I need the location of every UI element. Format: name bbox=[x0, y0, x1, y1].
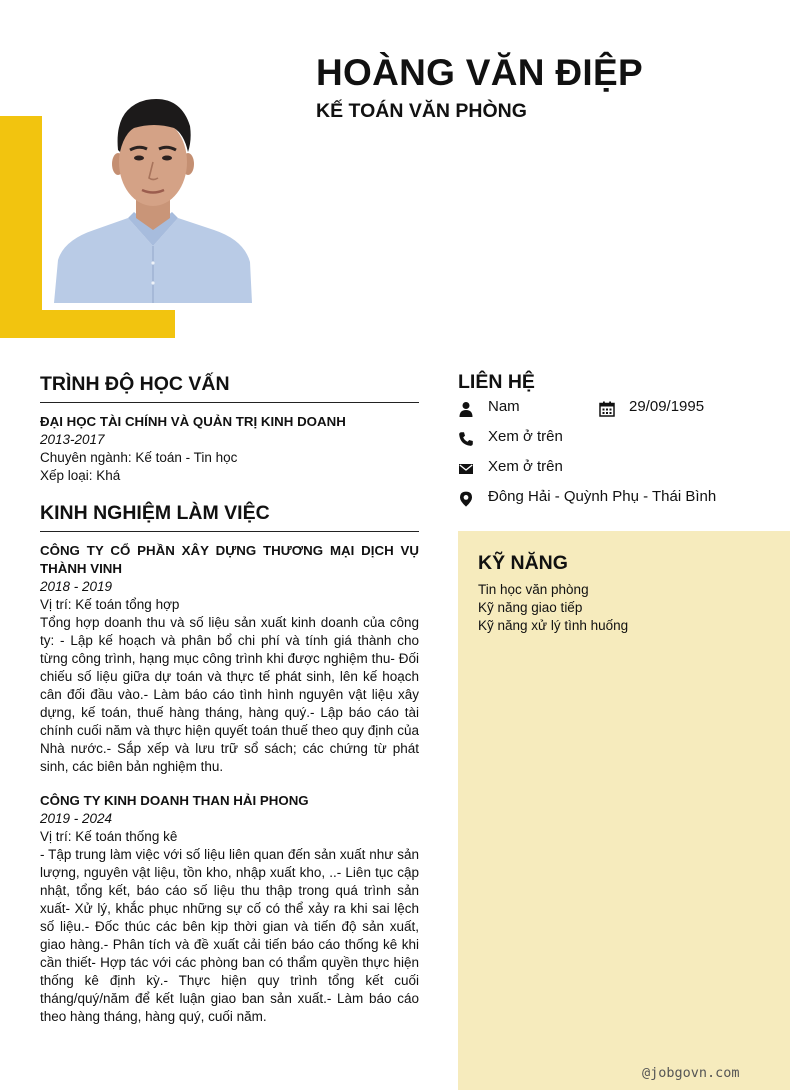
contact-birthday: 29/09/1995 bbox=[629, 398, 705, 415]
experience-position: Vị trí: Kế toán tổng hợp bbox=[40, 597, 180, 612]
skill-item: Kỹ năng giao tiếp bbox=[478, 600, 583, 615]
contact-address: Đông Hải - Quỳnh Phụ - Thái Bình bbox=[488, 488, 717, 505]
education-major: Chuyên ngành: Kế toán - Tin học bbox=[40, 450, 238, 465]
experience-description: Tổng hợp doanh thu và số liệu sản xuất kinh doanh của công ty: - Lập kế hoạch và phân bổ chi phí và tính giá thành cho từng công trình, hạng mục công trình khi được nghiệm thu- Đối chiếu số liệu giữa dự toán và thực tế phát sinh, lên kế hoạch cân đối đầu vào.- Làm báo cáo tình hình nguyên vật liệu xây dựng, kế toán, thuế hàng tháng, hàng quý.- Lập báo cáo tài chính cuối năm và thực hiện quyết toán thuế theo quy định của Nhà nước.- Sắp xếp và lưu trữ sổ sách; các chứng từ phát sinh, các biên bản nghiệm thu. bbox=[40, 615, 419, 774]
company-name: CÔNG TY KINH DOANH THAN HẢI PHONG bbox=[40, 793, 309, 808]
person-icon bbox=[458, 401, 474, 417]
experience-heading: KINH NGHIỆM LÀM VIỆC bbox=[40, 499, 419, 532]
contact-heading: LIÊN HỆ bbox=[458, 371, 535, 393]
experience-description: - Tập trung làm việc với số liệu liên quan đến sản xuất như sản lượng, nguyên vật liệu, tồn kho, nhập xuất kho, ..- Liên tục cập nhật, tổng kết, báo cáo số liệu thu thập trong quá trình sản xuất- Xử lý, khắc phục những sự cố có thể xảy ra khi sai lệch số liệu.- Đốc thúc các bên kịp thời gian và tiến độ sản xuất, giao hàng.- Phân tích và đề xuất cải tiến báo cáo thống kê khi cần thiết- Hợp tác với các phòng ban có thẩm quyền thực hiện thống kê định kỳ.- Thực hiện quy trình tổng kết cuối tháng/quý/năm để kết luận giao ban sản xuất.- Làm báo cáo theo hàng tháng, hàng quý, cuối năm. bbox=[40, 847, 419, 1024]
skill-item: Tin học văn phòng bbox=[478, 582, 589, 597]
accent-bar-vertical bbox=[0, 116, 42, 338]
company-name: CÔNG TY CỔ PHẦN XÂY DỰNG THƯƠNG MẠI DỊCH VỤ THÀNH VINH bbox=[40, 543, 419, 576]
experience-item bbox=[40, 792, 419, 1026]
education-rank: Xếp loại: Khá bbox=[40, 468, 121, 483]
experience-item bbox=[40, 542, 419, 776]
skills-heading: KỸ NĂNG bbox=[478, 552, 568, 574]
skills-list bbox=[478, 581, 768, 635]
contact-gender: Nam bbox=[488, 398, 520, 415]
experience-period: 2018 - 2019 bbox=[40, 579, 113, 594]
left-column bbox=[40, 370, 419, 1042]
experience-position: Vị trí: Kế toán thống kê bbox=[40, 829, 178, 844]
education-item bbox=[40, 413, 419, 485]
job-title: KẾ TOÁN VĂN PHÒNG bbox=[316, 100, 527, 122]
education-heading: TRÌNH ĐỘ HỌC VẤN bbox=[40, 370, 419, 403]
candidate-name: HOÀNG VĂN ĐIỆP bbox=[316, 52, 643, 93]
education-period: 2013-2017 bbox=[40, 432, 105, 447]
profile-photo bbox=[54, 78, 252, 303]
school-name: ĐẠI HỌC TÀI CHÍNH VÀ QUẢN TRỊ KINH DOANH bbox=[40, 414, 346, 429]
calendar-icon bbox=[599, 401, 615, 417]
location-pin-icon bbox=[458, 491, 474, 507]
email-icon bbox=[458, 461, 474, 477]
phone-icon bbox=[458, 431, 474, 447]
watermark: @jobgovn.com bbox=[642, 1065, 740, 1081]
accent-bar-horizontal bbox=[0, 310, 175, 338]
experience-period: 2019 - 2024 bbox=[40, 811, 113, 826]
contact-email: Xem ở trên bbox=[488, 458, 563, 475]
skill-item: Kỹ năng xử lý tình huống bbox=[478, 618, 629, 633]
contact-phone: Xem ở trên bbox=[488, 428, 563, 445]
